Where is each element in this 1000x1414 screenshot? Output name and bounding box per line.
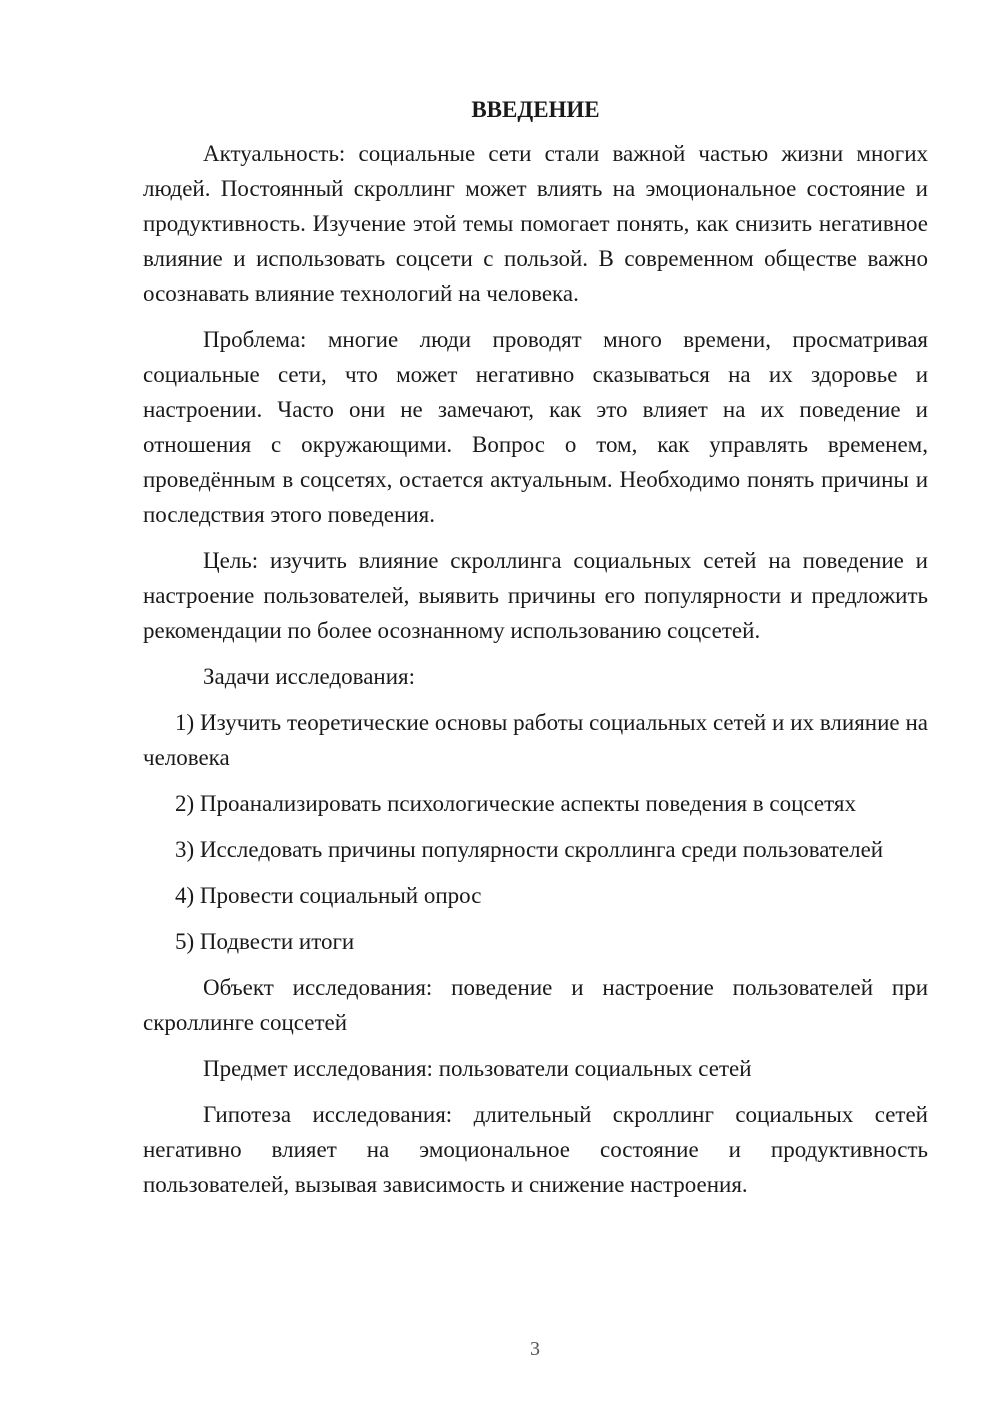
- object-paragraph: Объект исследования: поведение и настроение пользователей при скроллинге соцсетей: [143, 975, 928, 1035]
- task-item: 5) Подвести итоги: [175, 929, 355, 954]
- goal-paragraph: Цель: изучить влияние скроллинга социальных сетей на поведение и настроение пользователей, выявить причины его популярности и предложить рекомендации по более осознанному использованию соцсетей.: [143, 548, 928, 643]
- task-item: 3) Исследовать причины популярности скроллинга среди пользователей: [175, 837, 884, 862]
- relevance-paragraph: Актуальность: социальные сети стали важной частью жизни многих людей. Постоянный скроллинг может влиять на эмоциональное состояние и продуктивность. Изучение этой темы помогает понять, как снизить негативное влияние и использовать соцсети с пользой. В современном обществе важно осознавать влияние технологий на человека.: [143, 141, 928, 306]
- tasks-title: Задачи исследования:: [203, 664, 416, 689]
- task-item: 1) Изучить теоретические основы работы социальных сетей и их влияние на человека: [143, 710, 928, 770]
- hypothesis-paragraph: Гипотеза исследования: длительный скроллинг социальных сетей негативно влияет на эмоциональное состояние и продуктивность пользователей, вызывая зависимость и снижение настроения.: [143, 1102, 928, 1197]
- subject-paragraph: Предмет исследования: пользователи социальных сетей: [203, 1056, 752, 1081]
- document-body: [143, 92, 928, 1213]
- page-number: 3: [530, 1338, 540, 1360]
- task-item: 2) Проанализировать психологические аспекты поведения в соцсетях: [175, 791, 856, 816]
- problem-paragraph: Проблема: многие люди проводят много времени, просматривая социальные сети, что может негативно сказываться на их здоровье и настроении. Часто они не замечают, как это влияет на их поведение и отношения с окружающими. Вопрос о том, как управлять временем, проведённым в соцсетях, остается актуальным. Необходимо понять причины и последствия этого поведения.: [143, 327, 928, 527]
- task-item: 4) Провести социальный опрос: [175, 883, 482, 908]
- page-title: ВВЕДЕНИЕ: [471, 97, 600, 122]
